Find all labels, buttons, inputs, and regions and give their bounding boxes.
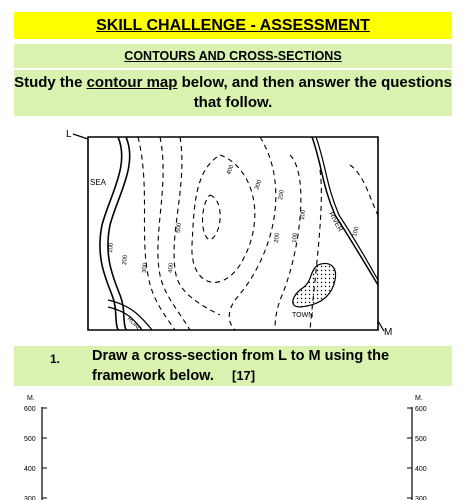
river-line-b	[316, 137, 378, 280]
point-l-label: L	[66, 129, 72, 140]
right-tick-label: 500	[415, 436, 427, 443]
contour-100-north-east	[350, 165, 378, 215]
question-text: Draw a cross-section from L to M using the framework below.	[92, 348, 390, 384]
cross-section-framework	[0, 392, 465, 500]
contour-label-300: 300	[254, 179, 264, 191]
contour-label-500: 500	[176, 222, 183, 234]
contour-label-400-west: 400	[168, 262, 175, 274]
contour-label-100-west: 100	[108, 242, 115, 254]
town-label: TOWN	[292, 312, 314, 319]
left-tick-label: 300	[24, 496, 36, 500]
contour-100-east	[310, 170, 321, 330]
question-text-block	[92, 347, 422, 386]
instruction-text-end: below, and then answer the questions that follow.	[177, 74, 452, 111]
instruction-text-start: Study the	[14, 74, 87, 91]
contour-label-200: 200	[278, 189, 286, 201]
contour-400	[192, 155, 255, 282]
point-m-marker	[378, 321, 384, 331]
question-number: 1.	[50, 352, 61, 366]
contour-label-100-east: 100	[292, 232, 299, 244]
contour-label-200-east: 200	[274, 232, 281, 244]
contour-label-300-west: 300	[142, 262, 149, 274]
contour-label-400: 400	[226, 164, 236, 176]
left-tick-label: 500	[24, 436, 36, 443]
town-area	[293, 264, 336, 307]
river-label: RIVER	[327, 210, 344, 234]
question-box	[14, 346, 452, 386]
road-label: ROAD	[125, 316, 143, 333]
page-title: SKILL CHALLENGE - ASSESSMENT	[96, 16, 370, 34]
point-l-marker	[73, 134, 88, 139]
right-unit-label: M.	[415, 395, 423, 402]
contour-map-reference: contour map	[86, 74, 178, 91]
contour-100-west	[138, 137, 175, 330]
contour-map	[60, 125, 400, 340]
contour-500	[203, 195, 221, 240]
title-banner	[14, 12, 452, 39]
left-unit-label: M.	[27, 395, 35, 402]
right-tick-label: 400	[415, 466, 427, 473]
instruction-box	[14, 70, 452, 116]
point-m-label: M	[384, 327, 393, 338]
contour-label-100: 100	[300, 209, 307, 221]
sea-label: SEA	[90, 178, 107, 187]
contour-label-200-west: 200	[122, 254, 129, 266]
left-tick-label: 600	[24, 406, 36, 413]
contour-label-100-river: 100	[352, 226, 361, 238]
right-tick-label: 300	[415, 496, 427, 500]
question-marks: [17]	[231, 368, 256, 383]
section-subtitle: CONTOURS AND CROSS-SECTIONS	[14, 44, 452, 68]
left-tick-label: 400	[24, 466, 36, 473]
contour-200-west	[158, 137, 190, 330]
right-tick-label: 600	[415, 406, 427, 413]
